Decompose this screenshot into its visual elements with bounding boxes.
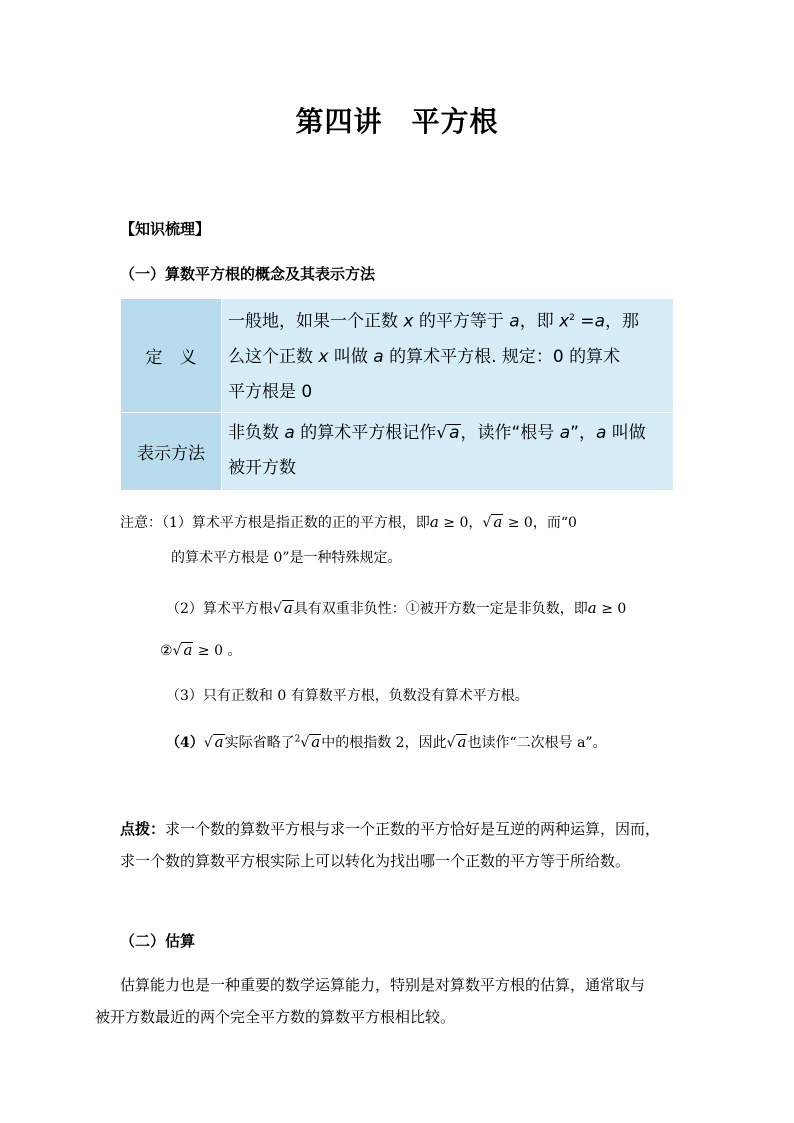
var-a: a (429, 513, 439, 531)
var-a: a (559, 423, 571, 444)
var-a: a (509, 311, 520, 332)
var-a: a (587, 599, 597, 617)
text-fragment: ，那 (604, 311, 639, 332)
var-a: a (595, 423, 607, 444)
radicand: a (449, 423, 460, 444)
var-x: x (559, 311, 570, 332)
text-fragment: ② (160, 643, 173, 659)
text-fragment: ，读作“根号 (460, 423, 560, 444)
exponent: 2 (569, 313, 575, 323)
text-fragment: （1）算术平方根是指正数的正的平方根，即 (162, 515, 430, 531)
sqrt-a: √ a (272, 599, 293, 617)
text-fragment: ，即 (519, 311, 560, 332)
section2-heading: （二）估算 (120, 932, 196, 950)
notation-line-1 (228, 416, 667, 451)
sqrt-a: √ a (172, 641, 193, 659)
tip-label: 点拨： (120, 820, 166, 838)
note-1-continued: 的算术平方根是 0”是一种特殊规定。 (171, 550, 402, 566)
text-fragment: 具有双重非负性：①被开方数一定是非负数，即 (293, 601, 588, 617)
definition-label: 定 义 (121, 299, 222, 413)
radicand: a (457, 733, 467, 751)
notation-text (222, 412, 674, 490)
text-fragment: 也读作“二次根号 a”。 (467, 735, 607, 751)
radicand: a (283, 599, 293, 617)
radicand: a (311, 733, 321, 751)
text-fragment: 求一个数的算数平方根与求一个正数的平方恰好是互逆的两种运算，因而， (165, 820, 661, 838)
var-a: a (284, 423, 295, 444)
estimate-line-2: 被开方数最近的两个完全平方数的算数平方根相比较。 (95, 1008, 456, 1026)
definition-row (121, 299, 674, 413)
text-fragment: 叫做 (606, 423, 646, 444)
definition-line-1 (228, 301, 667, 340)
text-fragment: ≥ 0 。 (193, 643, 242, 659)
note-3: （3）只有正数和 0 有算数平方根，负数没有算术平方根。 (166, 688, 529, 704)
text-fragment: 中的根指数 2，因此 (321, 735, 447, 751)
note-2 (166, 598, 626, 618)
page-title: 第四讲 平方根 (295, 105, 499, 138)
estimate-line-1: 估算能力也是一种重要的数学运算能力，特别是对算数平方根的估算，通常取与 (120, 976, 646, 994)
text-fragment: 非负数 (228, 423, 285, 444)
note-1 (120, 512, 577, 532)
text-fragment: （2）算术平方根 (166, 601, 273, 617)
var-a: a (373, 346, 384, 367)
radicand: a (493, 513, 503, 531)
section1-heading: （一）算数平方根的概念及其表示方法 (120, 265, 376, 283)
note-4 (166, 732, 607, 752)
definition-table (120, 298, 674, 491)
radicand: a (214, 733, 224, 751)
text-fragment: （4） (166, 735, 204, 751)
tip-line-2: 求一个数的算数平方根实际上可以转化为找出哪一个正数的平方等于所给数。 (120, 852, 631, 870)
var-x: x (318, 346, 329, 367)
text-fragment: 的算术平方根. 规定：0 的算术 (383, 346, 621, 367)
root-index: 2 (294, 734, 301, 745)
var-a: a (594, 311, 605, 332)
text-fragment: 叫做 (328, 346, 374, 367)
definition-line-2 (228, 340, 667, 375)
text-fragment: = (574, 311, 595, 332)
sqrt-a: √ a (446, 733, 467, 751)
sqrt-a-indexed: √ a (300, 733, 321, 751)
sqrt-a: √ a (436, 423, 460, 444)
section-knowledge-heading: 【知识梳理】 (120, 220, 211, 238)
notation-label: 表示方法 (121, 412, 222, 490)
definition-line-3: 平方根是 0 (228, 381, 313, 402)
note-label: 注意： (120, 515, 162, 531)
text-fragment: ”， (570, 423, 596, 444)
notation-line-2: 被开方数 (228, 458, 296, 479)
text-fragment: ≥ 0 (596, 601, 627, 617)
definition-text (222, 299, 674, 413)
tip-line-1 (120, 818, 660, 839)
text-fragment: 一般地，如果一个正数 (228, 311, 404, 332)
var-x: x (403, 311, 414, 332)
sqrt-a: √ a (203, 733, 224, 751)
radicand: a (183, 641, 193, 659)
text-fragment: ≥ 0，而“0 (503, 515, 577, 531)
text-fragment: 的算术平方根记作 (294, 423, 437, 444)
text-fragment: 的平方等于 (413, 311, 510, 332)
note-2-continued (160, 640, 241, 660)
sqrt-a: √ a (482, 513, 503, 531)
text-fragment: 实际省略了 (224, 735, 295, 751)
text-fragment: ≥ 0， (438, 515, 483, 531)
text-fragment: 么这个正数 (228, 346, 319, 367)
notation-row (121, 412, 674, 490)
